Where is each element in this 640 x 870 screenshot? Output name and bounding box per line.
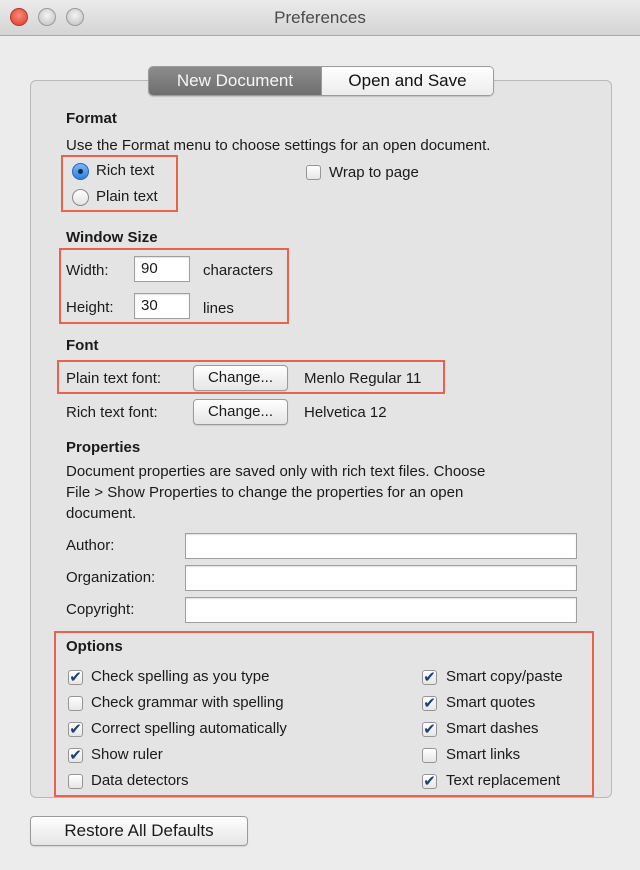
option-checkbox[interactable]: ✔ <box>423 773 436 790</box>
plain-font-change-button[interactable]: Change... <box>193 365 288 391</box>
format-description: Use the Format menu to choose settings for an open document. <box>66 137 491 154</box>
format-heading: Format <box>66 110 117 127</box>
font-heading: Font <box>66 337 99 354</box>
option-label: Smart copy/paste <box>446 668 563 685</box>
option-checkbox[interactable]: ✔ <box>69 669 82 686</box>
rich-text-radio[interactable] <box>72 163 89 180</box>
window-size-heading: Window Size <box>66 229 158 246</box>
properties-heading: Properties <box>66 439 141 456</box>
height-input[interactable]: 30 <box>134 293 190 319</box>
title-bar <box>0 0 640 36</box>
properties-description-line2: File > Show Properties to change the properties for an open <box>66 484 464 501</box>
plain-text-font-label: Plain text font: <box>66 370 162 387</box>
plain-text-label: Plain text <box>96 188 158 205</box>
option-checkbox[interactable] <box>68 774 83 789</box>
organization-field[interactable] <box>185 565 577 591</box>
option-checkbox[interactable]: ✔ <box>69 721 82 738</box>
wrap-to-page-label: Wrap to page <box>329 164 419 181</box>
tab-open-and-save[interactable]: Open and Save <box>321 67 493 95</box>
option-label: Correct spelling automatically <box>91 720 287 737</box>
tab-bar <box>148 66 494 96</box>
option-label: Text replacement <box>446 772 561 789</box>
rich-text-font-label: Rich text font: <box>66 404 158 421</box>
width-unit-label: characters <box>203 262 274 279</box>
option-checkbox[interactable]: ✔ <box>423 669 436 686</box>
author-field[interactable] <box>185 533 577 559</box>
tab-new-document[interactable]: New Document <box>149 67 321 95</box>
author-label: Author: <box>66 537 115 554</box>
option-label: Check grammar with spelling <box>91 694 284 711</box>
option-label: Smart dashes <box>446 720 539 737</box>
rich-font-change-button[interactable]: Change... <box>193 399 288 425</box>
option-label: Show ruler <box>91 746 163 763</box>
option-checkbox[interactable]: ✔ <box>423 695 436 712</box>
plain-text-radio[interactable] <box>72 189 89 206</box>
rich-text-label: Rich text <box>96 162 155 179</box>
option-label: Check spelling as you type <box>91 668 270 685</box>
width-label: Width: <box>66 262 109 279</box>
properties-description-line1: Document properties are saved only with rich text files. Choose <box>66 463 486 480</box>
option-label: Data detectors <box>91 772 189 789</box>
window-title: Preferences <box>274 8 366 27</box>
organization-label: Organization: <box>66 569 156 586</box>
wrap-to-page-checkbox[interactable] <box>306 165 321 180</box>
option-checkbox[interactable] <box>422 748 437 763</box>
rich-font-value: Helvetica 12 <box>304 404 387 421</box>
option-checkbox[interactable]: ✔ <box>423 721 436 738</box>
option-checkbox[interactable]: ✔ <box>69 747 82 764</box>
option-checkbox[interactable] <box>68 696 83 711</box>
height-unit-label: lines <box>203 300 234 317</box>
properties-description-line3: document. <box>66 505 137 522</box>
plain-font-value: Menlo Regular 11 <box>304 370 422 387</box>
copyright-field[interactable] <box>185 597 577 623</box>
option-label: Smart links <box>446 746 521 763</box>
restore-all-defaults-button[interactable]: Restore All Defaults <box>30 816 248 846</box>
option-label: Smart quotes <box>446 694 536 711</box>
height-label: Height: <box>66 299 114 316</box>
options-heading: Options <box>66 638 123 655</box>
copyright-label: Copyright: <box>66 601 135 618</box>
width-input[interactable]: 90 <box>134 256 190 282</box>
